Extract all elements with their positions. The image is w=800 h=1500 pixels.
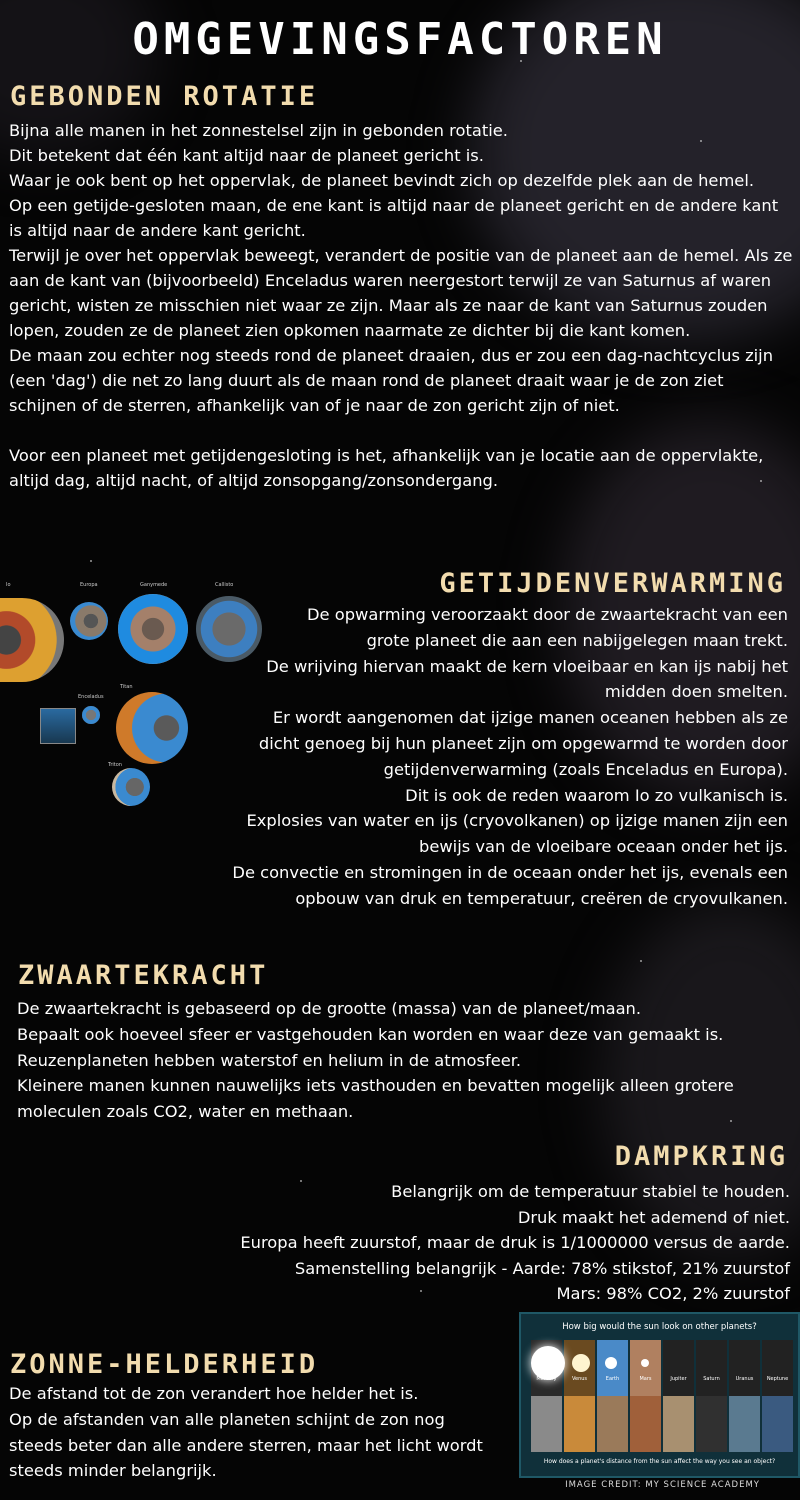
text-zwaartekracht <box>17 996 792 1125</box>
paragraph: Mars: 98% CO2, 2% zuurstof <box>556 1284 790 1303</box>
paragraph: Belangrijk om de temperatuur stabiel te houden. <box>391 1182 790 1201</box>
paragraph: Op de afstanden van alle planeten schijnt de zon nog steeds beter dan alle andere sterren, maar het licht wordt steeds minder belangrijk. <box>9 1409 483 1481</box>
heading-getijdenverwarming: GETIJDENVERWARMING <box>439 568 786 599</box>
paragraph: Kleinere manen kunnen nauwelijks iets vasthouden en bevatten mogelijk alleen grotere moleculen zoals CO2, water en methaan. <box>17 1076 734 1122</box>
paragraph: Op een getijde-gesloten maan, de ene kant is altijd naar de planeet gericht en de andere kant is altijd naar de andere kant gericht. <box>9 196 779 240</box>
paragraph: De maan zou echter nog steeds rond de planeet draaien, dus er zou een dag-nachtcyclus zijn (een 'dag') die net zo lang duurt als de maan rond de planeet draait waar je de zon ziet schijnen of de sterren, afhankelijk van of je naar de zon gericht zijn of niet. <box>9 346 774 415</box>
text-gebonden-rotatie <box>9 118 794 493</box>
paragraph: Dit is ook de reden waarom Io zo vulkanisch is. <box>405 785 788 805</box>
paragraph: Druk maakt het ademend of niet. <box>517 1207 790 1227</box>
paragraph: Waar je ook bent op het oppervlak, de planeet bevindt zich op dezelfde plek aan de hemel. <box>9 171 755 190</box>
paragraph: Terwijl je over het oppervlak beweegt, verandert de positie van de planeet aan de hemel. Als ze aan de kant van (bijvoorbeeld) Enceladus waren neergestort terwijl ze van Saturnus af waren gericht, wisten ze misschien niet waar ze zijn. Maar als ze naar de kant van Saturnus zouden lopen, zouden ze de planeet zien opkomen naarmate ze dichter bij die kant komen. <box>9 246 793 340</box>
paragraph: Reuzenplaneten hebben waterstof en helium in de atmosfeer. <box>17 1050 522 1070</box>
image-bottom-caption: How does a planet's distance from the sun affect the way you see an object? <box>543 1458 776 1465</box>
paragraph: Bepaalt ook hoeveel sfeer er vastgehouden kan worden en waar deze van gemaakt is. <box>17 1024 724 1044</box>
image-credit: IMAGE CREDIT: MY SCIENCE ACADEMY <box>565 1480 760 1490</box>
paragraph: Bijna alle manen in het zonnestelsel zijn in gebonden rotatie. <box>9 121 508 140</box>
paragraph: Dit betekent dat één kant altijd naar de planeet gericht is. <box>9 146 484 165</box>
paragraph: De convectie en stromingen in de oceaan onder het ijs, evenals een opbouw van druk en temperatuur, creëren de cryovulkanen. <box>232 862 788 908</box>
sun-size-image: How big would the sun look on other planets? Mercury Venus Earth Mars Jupiter Saturn Uranus Neptune How does a planet's distance from the sun affect the way you see an object? <box>519 1312 800 1478</box>
page-title: OMGEVINGSFACTOREN <box>132 14 668 65</box>
image-top-caption: How big would the sun look on other planets? <box>562 1322 757 1332</box>
paragraph: Explosies van water en ijs (cryovolkanen) op ijzige manen zijn een bewijs van de vloeibare oceaan onder het ijs. <box>246 811 788 857</box>
paragraph: De opwarming veroorzaakt door de zwaartekracht van een grote planeet die aan een nabijgelegen maan trekt. <box>307 605 788 650</box>
moon-interiors-image: Io Europa Ganymede Callisto Enceladus Titan Triton <box>0 580 262 810</box>
paragraph: Voor een planeet met getijdengesloting is het, afhankelijk van je locatie aan de oppervlakte, altijd dag, altijd nacht, of altijd zonsopgang/zonsondergang. <box>9 446 764 490</box>
paragraph: De zwaartekracht is gebaseerd op de grootte (massa) van de planeet/maan. <box>17 999 642 1018</box>
paragraph: Europa heeft zuurstof, maar de druk is 1/1000000 versus de aarde. <box>240 1233 790 1252</box>
text-getijdenverwarming <box>232 602 788 912</box>
heading-zwaartekracht: ZWAARTEKRACHT <box>18 960 269 991</box>
heading-zonne-helderheid: ZONNE-HELDERHEID <box>10 1349 319 1380</box>
paragraph: Er wordt aangenomen dat ijzige manen oceanen hebben als ze dicht genoeg bij hun planeet zijn om opgewarmd te worden door getijdenverwarming (zoals Enceladus en Europa). <box>258 708 788 779</box>
paragraph: Samenstelling belangrijk - Aarde: 78% stikstof, 21% zuurstof <box>294 1258 790 1278</box>
paragraph: De wrijving hiervan maakt de kern vloeibaar en kan ijs nabij het midden doen smelten. <box>266 656 788 702</box>
paragraph: De afstand tot de zon verandert hoe helder het is. <box>9 1384 419 1403</box>
text-zonne-helderheid <box>9 1381 499 1484</box>
heading-dampkring: DAMPKRING <box>614 1141 788 1172</box>
heading-gebonden-rotatie: GEBONDEN ROTATIE <box>10 81 319 112</box>
text-dampkring <box>190 1179 790 1307</box>
